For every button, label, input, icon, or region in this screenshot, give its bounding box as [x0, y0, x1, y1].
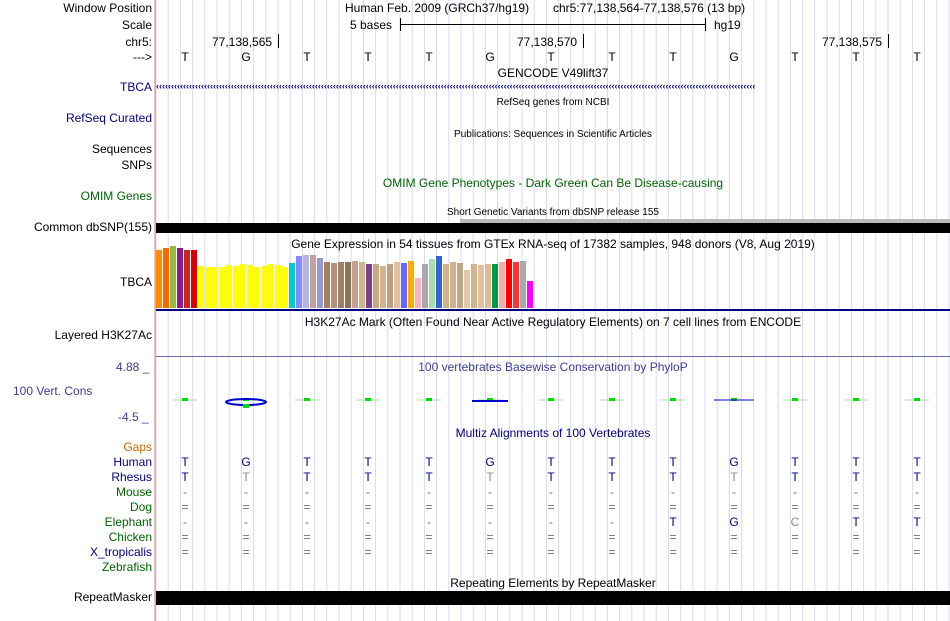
aln-x_tropicalis-1: =	[242, 545, 250, 559]
aln-dog-1: =	[242, 500, 250, 514]
species-label-x_tropicalis[interactable]: X_tropicalis	[89, 545, 152, 559]
base-10: T	[791, 50, 799, 64]
aln-x_tropicalis-12: =	[913, 545, 921, 559]
species-label-rhesus[interactable]: Rhesus	[111, 470, 152, 484]
repeat-label[interactable]: RepeatMasker	[73, 590, 152, 604]
aln-rhesus-6: T	[547, 470, 555, 484]
gtex-bar-15[interactable]	[261, 266, 267, 308]
gtex-bar-28[interactable]	[352, 261, 358, 308]
multiz-title[interactable]: Multiz Alignments of 100 Vertebrates	[455, 426, 651, 440]
aln-rhesus-3: T	[364, 470, 372, 484]
gtex-bar-50[interactable]	[506, 259, 512, 308]
publications-title[interactable]: Publications: Sequences in Scientific Articles	[454, 129, 652, 140]
scale-text: 5 bases	[350, 18, 393, 32]
aln-elephant-8: T	[669, 515, 677, 529]
species-label-mouse[interactable]: Mouse	[115, 485, 152, 499]
aln-rhesus-9: T	[730, 470, 738, 484]
aln-x_tropicalis-11: =	[852, 545, 860, 559]
gtex-bar-14[interactable]	[254, 267, 260, 308]
aln-elephant-3: -	[366, 515, 370, 529]
gtex-bar-51[interactable]	[513, 262, 519, 308]
cons-title[interactable]: 100 vertebrates Basewise Conservation by PhyloP	[418, 360, 688, 374]
species-label-zebrafish[interactable]: Zebrafish	[101, 560, 152, 574]
aln-human-6: T	[547, 455, 555, 469]
aln-human-1: G	[241, 455, 251, 469]
gtex-bar-43[interactable]	[457, 263, 463, 308]
h3k27ac-baseline	[156, 356, 950, 357]
coord-tick-3	[888, 34, 889, 48]
repeat-feature-bar[interactable]	[156, 591, 950, 605]
aln-mouse-9: -	[732, 485, 736, 499]
aln-mouse-2: -	[305, 485, 309, 499]
species-label-elephant[interactable]: Elephant	[104, 515, 152, 529]
position-text: chr5:77,138,564-77,138,576 (13 bp)	[553, 1, 746, 15]
gtex-bar-48[interactable]	[492, 264, 498, 308]
gtex-bar-3[interactable]	[177, 248, 183, 308]
aln-human-8: T	[669, 455, 677, 469]
dbsnp-feature-bar[interactable]	[156, 223, 950, 233]
aln-elephant-4: -	[427, 515, 431, 529]
gtex-bar-52[interactable]	[520, 261, 526, 308]
gtex-bar-38[interactable]	[422, 264, 428, 308]
aln-human-10: T	[791, 455, 799, 469]
gtex-bar-41[interactable]	[443, 264, 449, 308]
aln-x_tropicalis-2: =	[303, 545, 311, 559]
aln-human-3: T	[364, 455, 372, 469]
snps-label[interactable]: SNPs	[121, 158, 152, 172]
aln-human-4: T	[425, 455, 433, 469]
aln-chicken-1: =	[242, 530, 250, 544]
gtex-bar-45[interactable]	[471, 264, 477, 308]
omim-label[interactable]: OMIM Genes	[80, 189, 152, 203]
aln-mouse-11: -	[854, 485, 858, 499]
aln-mouse-3: -	[366, 485, 370, 499]
aln-mouse-0: -	[183, 485, 187, 499]
omim-title[interactable]: OMIM Gene Phenotypes - Dark Green Can Be Disease-causing	[382, 176, 724, 190]
dbsnp-label[interactable]: Common dbSNP(155)	[33, 220, 152, 234]
base-9: G	[729, 50, 739, 64]
gtex-bar-2[interactable]	[170, 246, 176, 308]
aln-elephant-7: -	[610, 515, 614, 529]
gtex-bar-19[interactable]	[289, 263, 295, 308]
aln-x_tropicalis-0: =	[181, 545, 189, 559]
h3k27ac-title[interactable]: H3K27Ac Mark (Often Found Near Active Regulatory Elements) on 7 cell lines from ENCODE	[304, 315, 802, 329]
gtex-bar-42[interactable]	[450, 262, 456, 308]
gtex-bar-34[interactable]	[394, 262, 400, 308]
aln-dog-9: =	[730, 500, 738, 514]
scale-db: hg19	[714, 18, 741, 32]
publications-label[interactable]: Sequences	[91, 142, 152, 156]
aln-dog-2: =	[303, 500, 311, 514]
aln-dog-4: =	[425, 500, 433, 514]
aln-human-2: T	[303, 455, 311, 469]
gencode-gene-label[interactable]: TBCA	[119, 80, 152, 94]
aln-dog-0: =	[181, 500, 189, 514]
aln-rhesus-8: T	[669, 470, 677, 484]
base-11: T	[852, 50, 860, 64]
aln-human-9: G	[729, 455, 739, 469]
gtex-bar-24[interactable]	[324, 262, 330, 308]
aln-dog-11: =	[852, 500, 860, 514]
gtex-bar-44[interactable]	[464, 270, 470, 308]
gtex-bar-22[interactable]	[310, 255, 316, 308]
refseq-label[interactable]: RefSeq Curated	[65, 111, 152, 125]
gtex-bar-25[interactable]	[331, 263, 337, 308]
aln-chicken-11: =	[852, 530, 860, 544]
gencode-title[interactable]: GENCODE V49lift37	[497, 66, 609, 80]
aln-chicken-3: =	[364, 530, 372, 544]
gtex-bar-9[interactable]	[219, 267, 225, 308]
base-3: T	[364, 50, 372, 64]
aln-rhesus-10: T	[791, 470, 799, 484]
aln-elephant-0: -	[183, 515, 187, 529]
gtex-bar-12[interactable]	[240, 264, 246, 308]
aln-elephant-11: T	[852, 515, 860, 529]
gtex-label[interactable]: TBCA	[119, 275, 152, 289]
aln-chicken-10: =	[791, 530, 799, 544]
species-label-chicken[interactable]: Chicken	[108, 530, 152, 544]
aln-rhesus-5: T	[486, 470, 494, 484]
base-5: G	[485, 50, 495, 64]
aln-human-7: T	[608, 455, 616, 469]
aln-dog-3: =	[364, 500, 372, 514]
aln-mouse-12: -	[915, 485, 919, 499]
aln-dog-8: =	[669, 500, 677, 514]
base-7: T	[608, 50, 616, 64]
gtex-bar-33[interactable]	[387, 264, 393, 308]
gtex-bar-10[interactable]	[226, 265, 232, 308]
window-position-label: Window Position	[63, 1, 152, 15]
gtex-bar-23[interactable]	[317, 258, 323, 308]
gtex-bar-13[interactable]	[247, 265, 253, 308]
assembly-text: Human Feb. 2009 (GRCh37/hg19)	[345, 1, 530, 15]
coord-tick-2	[583, 34, 584, 48]
aln-elephant-9: G	[729, 515, 739, 529]
aln-chicken-4: =	[425, 530, 433, 544]
gtex-bar-21[interactable]	[303, 255, 309, 308]
repeat-title[interactable]: Repeating Elements by RepeatMasker	[450, 576, 656, 590]
aln-rhesus-1: T	[242, 470, 250, 484]
aln-x_tropicalis-4: =	[425, 545, 433, 559]
h3k27ac-label[interactable]: Layered H3K27Ac	[54, 328, 152, 342]
gtex-bar-37[interactable]	[415, 278, 421, 308]
aln-chicken-12: =	[913, 530, 921, 544]
aln-x_tropicalis-8: =	[669, 545, 677, 559]
scale-bar-right-tick	[705, 18, 706, 31]
gtex-bar-29[interactable]	[359, 262, 365, 308]
gtex-bar-53[interactable]	[527, 281, 533, 308]
aln-elephant-5: -	[488, 515, 492, 529]
gtex-bar-31[interactable]	[373, 264, 379, 308]
gtex-bar-8[interactable]	[212, 267, 218, 308]
gtex-bar-0[interactable]	[156, 250, 162, 308]
aln-dog-7: =	[608, 500, 616, 514]
aln-chicken-5: =	[486, 530, 494, 544]
refseq-title[interactable]: RefSeq genes from NCBI	[496, 97, 610, 108]
aln-human-0: T	[181, 455, 189, 469]
dbsnp-title[interactable]: Short Genetic Variants from dbSNP release 155	[447, 207, 659, 218]
aln-mouse-1: -	[244, 485, 248, 499]
gtex-bar-20[interactable]	[296, 256, 302, 308]
species-label-human[interactable]: Human	[113, 455, 152, 469]
aln-rhesus-4: T	[425, 470, 433, 484]
aln-chicken-0: =	[181, 530, 189, 544]
aln-chicken-6: =	[547, 530, 555, 544]
gtex-bar-16[interactable]	[268, 264, 274, 308]
scale-bar-left-tick	[400, 18, 401, 31]
aln-mouse-5: -	[488, 485, 492, 499]
gtex-bar-17[interactable]	[275, 265, 281, 308]
aln-dog-5: =	[486, 500, 494, 514]
coord-1: 77,138,565	[212, 35, 273, 49]
gtex-bar-39[interactable]	[429, 259, 435, 308]
gtex-bar-6[interactable]	[198, 266, 204, 308]
gtex-bar-4[interactable]	[184, 250, 190, 308]
base-1: G	[241, 50, 251, 64]
aln-x_tropicalis-3: =	[364, 545, 372, 559]
gtex-bar-5[interactable]	[191, 250, 197, 308]
aln-chicken-9: =	[730, 530, 738, 544]
gtex-bar-47[interactable]	[485, 264, 491, 308]
gtex-bar-40[interactable]	[436, 256, 442, 308]
aln-mouse-6: -	[549, 485, 553, 499]
aln-dog-6: =	[547, 500, 555, 514]
gtex-bar-36[interactable]	[408, 261, 414, 308]
species-label-dog[interactable]: Dog	[129, 500, 152, 514]
gtex-bar-11[interactable]	[233, 266, 239, 308]
cons-max: 4.88 _	[116, 360, 150, 374]
base-6: T	[547, 50, 555, 64]
gtex-baseline	[156, 309, 950, 311]
gtex-bar-30[interactable]	[366, 264, 372, 308]
aln-chicken-2: =	[303, 530, 311, 544]
gtex-bar-49[interactable]	[499, 262, 505, 308]
aln-mouse-4: -	[427, 485, 431, 499]
aln-x_tropicalis-10: =	[791, 545, 799, 559]
gtex-bar-26[interactable]	[338, 262, 344, 308]
base-2: T	[303, 50, 311, 64]
cons-min: -4.5 _	[118, 410, 149, 424]
aln-chicken-8: =	[669, 530, 677, 544]
gencode-gene-feature[interactable]: ‹‹‹‹‹‹‹‹‹‹‹‹‹‹‹‹‹‹‹‹‹‹‹‹‹‹‹‹‹‹‹‹‹‹‹‹‹‹‹‹‹‹‹‹‹‹‹‹‹‹‹‹‹‹‹‹‹‹‹‹‹‹‹‹‹‹‹‹‹‹‹‹‹‹‹‹‹‹‹‹‹‹‹‹‹‹‹‹‹‹‹‹‹‹‹‹‹‹‹‹‹‹‹‹‹‹‹‹‹‹‹‹‹‹‹‹‹‹‹‹‹‹‹‹‹‹‹‹‹‹‹‹‹‹‹‹‹‹‹‹‹‹‹‹‹‹‹‹‹‹‹‹‹‹‹‹‹‹‹‹‹‹‹‹‹‹‹‹‹‹‹‹‹‹‹‹‹‹‹‹‹‹‹‹‹‹‹‹‹‹‹‹‹‹‹‹‹‹‹‹	[156, 82, 756, 91]
aln-human-11: T	[852, 455, 860, 469]
aln-x_tropicalis-6: =	[547, 545, 555, 559]
aln-x_tropicalis-5: =	[486, 545, 494, 559]
cons-graph[interactable]	[156, 390, 950, 410]
aln-elephant-6: -	[549, 515, 553, 529]
gtex-bar-1[interactable]	[163, 248, 169, 308]
gtex-title[interactable]: Gene Expression in 54 tissues from GTEx RNA-seq of 17382 samples, 948 donors (V8, Aug 2019)	[291, 237, 815, 251]
gtex-bar-32[interactable]	[380, 266, 386, 308]
base-12: T	[913, 50, 921, 64]
aln-rhesus-2: T	[303, 470, 311, 484]
aln-rhesus-12: T	[913, 470, 921, 484]
aln-rhesus-0: T	[181, 470, 189, 484]
gtex-bar-35[interactable]	[401, 263, 407, 308]
aln-x_tropicalis-7: =	[608, 545, 616, 559]
gaps-label[interactable]: Gaps	[123, 440, 152, 454]
aln-mouse-8: -	[671, 485, 675, 499]
gtex-bar-18[interactable]	[282, 267, 288, 308]
aln-x_tropicalis-9: =	[730, 545, 738, 559]
gtex-bar-7[interactable]	[205, 267, 211, 308]
chrom-label: chr5:	[125, 35, 152, 49]
strand-label: --->	[133, 50, 152, 64]
aln-elephant-2: -	[305, 515, 309, 529]
coord-3: 77,138,575	[822, 35, 883, 49]
aln-mouse-7: -	[610, 485, 614, 499]
dbsnp-shade	[460, 219, 950, 223]
aln-mouse-10: -	[793, 485, 797, 499]
aln-chicken-7: =	[608, 530, 616, 544]
scale-label: Scale	[121, 18, 152, 32]
aln-dog-12: =	[913, 500, 921, 514]
aln-elephant-12: T	[913, 515, 921, 529]
aln-rhesus-7: T	[608, 470, 616, 484]
base-0: T	[181, 50, 189, 64]
base-4: T	[425, 50, 433, 64]
gtex-bar-27[interactable]	[345, 262, 351, 308]
aln-human-5: G	[485, 455, 495, 469]
aln-human-12: T	[913, 455, 921, 469]
aln-dog-10: =	[791, 500, 799, 514]
aln-rhesus-11: T	[852, 470, 860, 484]
aln-elephant-10: C	[790, 515, 800, 529]
scale-bar	[400, 24, 705, 25]
cons-label[interactable]: 100 Vert. Cons	[13, 384, 93, 398]
gtex-bar-46[interactable]	[478, 265, 484, 308]
aln-elephant-1: -	[244, 515, 248, 529]
coord-2: 77,138,570	[517, 35, 578, 49]
coord-tick-1	[278, 34, 279, 48]
base-8: T	[669, 50, 677, 64]
